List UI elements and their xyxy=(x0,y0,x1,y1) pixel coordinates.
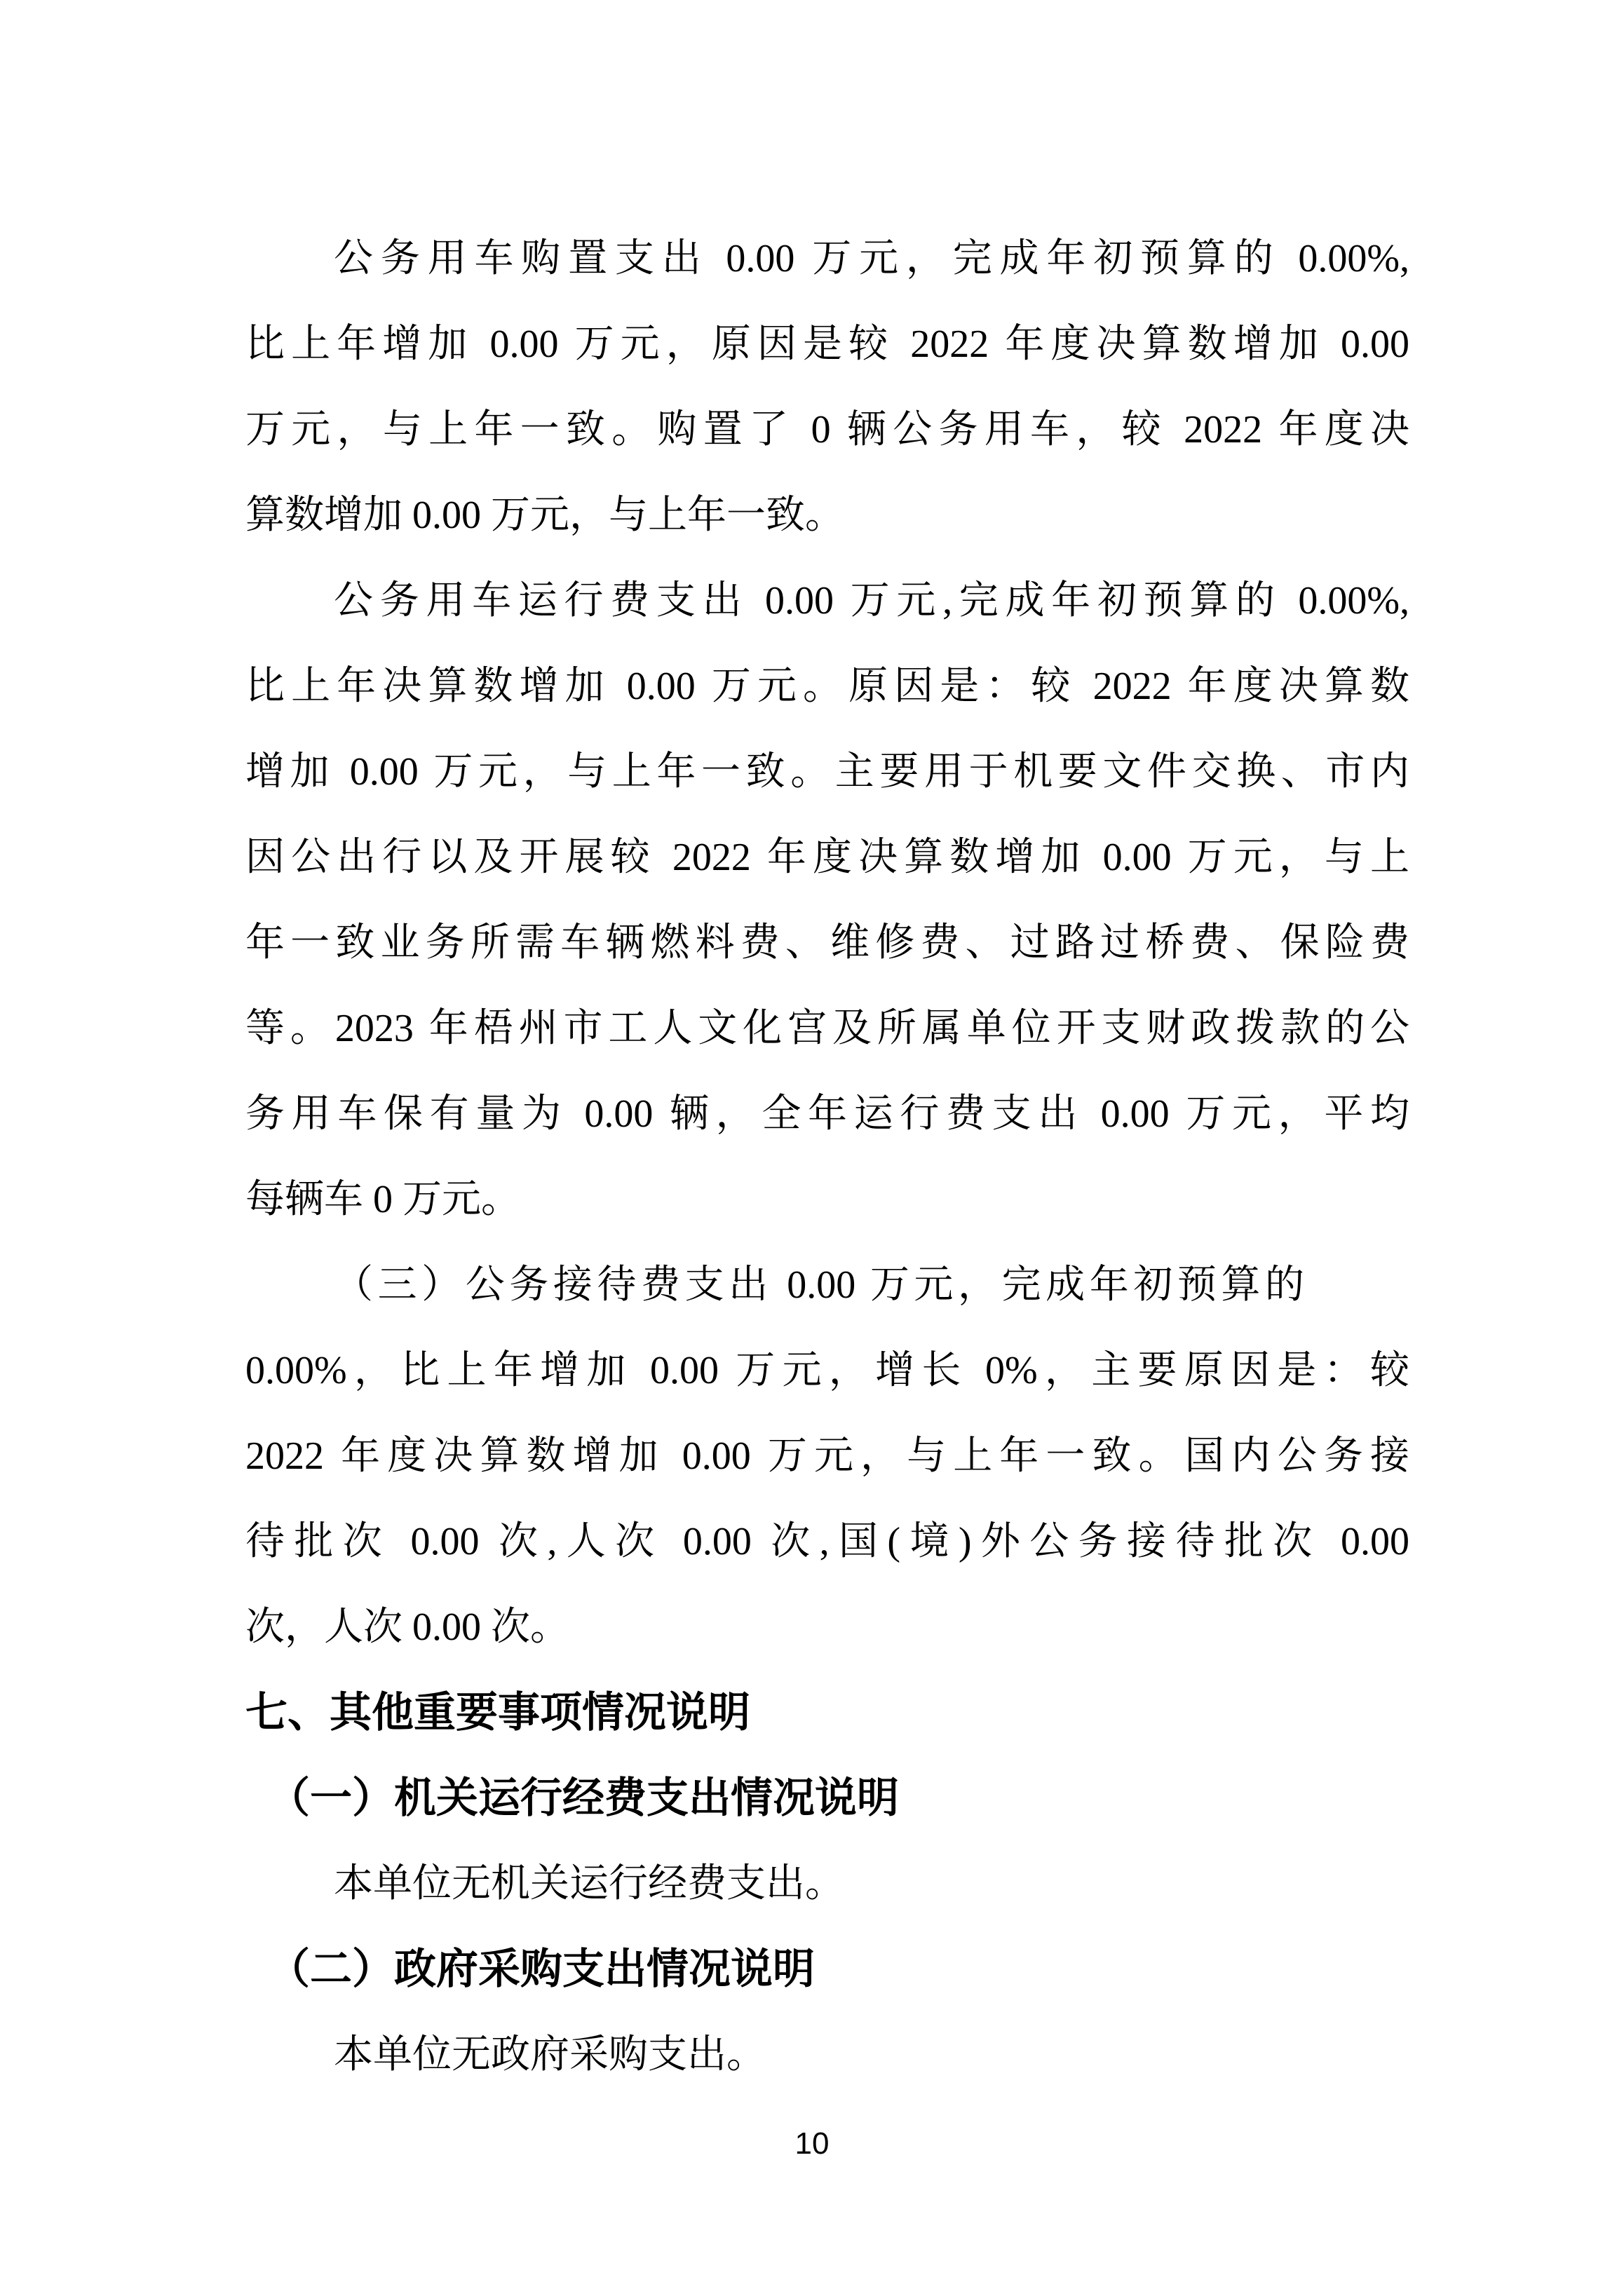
section-heading-gov-procurement: （二）政府采购支出情况说明 xyxy=(268,1945,815,1992)
paragraph-line: （三）公务接待费支出 0.00 万元，完成年初预算的 xyxy=(334,1263,1304,1307)
paragraph-line: 因公出行以及开展较 2022 年度决算数增加 0.00 万元，与上 xyxy=(245,836,1409,879)
paragraph-line: 算数增加 0.00 万元，与上年一致。 xyxy=(245,494,844,537)
paragraph-line: 增加 0.00 万元，与上年一致。主要用于机要文件交换、市内 xyxy=(245,750,1409,794)
paragraph-line: 每辆车 0 万元。 xyxy=(245,1178,520,1221)
paragraph-line: 万元，与上年一致。购置了 0 辆公务用车，较 2022 年度决 xyxy=(245,408,1409,451)
paragraph-line: 公务用车购置支出 0.00 万元，完成年初预算的 0.00%, xyxy=(334,237,1409,280)
paragraph-line: 0.00%，比上年增加 0.00 万元，增长 0%，主要原因是：较 xyxy=(245,1349,1409,1392)
paragraph-line: 比上年决算数增加 0.00 万元。原因是：较 2022 年度决算数 xyxy=(245,665,1409,708)
paragraph-line: 公务用车运行费支出 0.00 万元,完成年初预算的 0.00%, xyxy=(334,579,1409,623)
paragraph-line: 比上年增加 0.00 万元，原因是较 2022 年度决算数增加 0.00 xyxy=(245,322,1409,366)
page-number: 10 xyxy=(794,2126,830,2161)
section-heading-agency-operating: （一）机关运行经费支出情况说明 xyxy=(268,1774,899,1821)
paragraph-line: 本单位无政府采购支出。 xyxy=(334,2033,766,2077)
paragraph-line: 务用车保有量为 0.00 辆，全年运行费支出 0.00 万元，平均 xyxy=(245,1092,1409,1136)
paragraph-line: 2022 年度决算数增加 0.00 万元，与上年一致。国内公务接 xyxy=(245,1434,1409,1478)
paragraph-line: 等。2023 年梧州市工人文化宫及所属单位开支财政拨款的公 xyxy=(245,1007,1409,1050)
paragraph-line: 次，人次 0.00 次。 xyxy=(245,1605,569,1649)
paragraph-line: 本单位无机关运行经费支出。 xyxy=(334,1862,844,1906)
paragraph-line: 待批次 0.00 次,人次 0.00 次,国(境)外公务接待批次 0.00 xyxy=(245,1520,1409,1563)
section-heading-other-matters: 七、其他重要事项情况说明 xyxy=(245,1689,750,1736)
paragraph-line: 年一致业务所需车辆燃料费、维修费、过路过桥费、保险费 xyxy=(245,921,1409,965)
document-body xyxy=(245,216,1409,2098)
